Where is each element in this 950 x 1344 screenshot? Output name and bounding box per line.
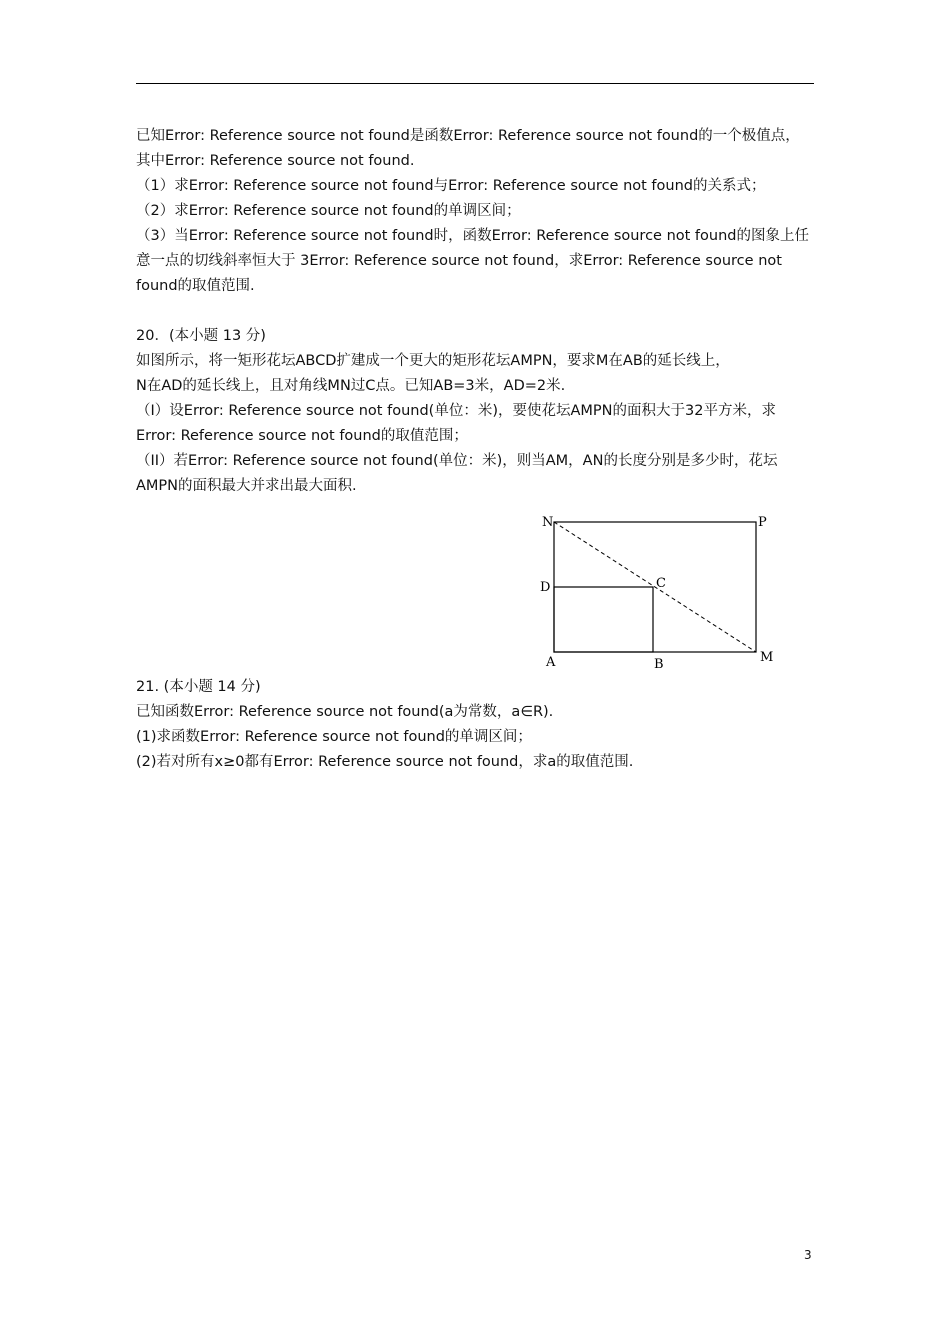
label-a: A [546, 655, 556, 670]
p20-part1-line1: （I）设Error: Reference source not found(单位：米)，要使花坛AMPN的面积大于32平方米，求 [136, 403, 776, 419]
rectangle-figure [536, 508, 786, 674]
label-p: P [758, 515, 767, 530]
p20-intro-line2: N在AD的延长线上，且对角线MN过C点。已知AB=3米，AD=2米. [136, 378, 566, 394]
p19-q2: （2）求Error: Reference source not found的单调区间； [136, 203, 521, 219]
label-m: M [760, 650, 774, 665]
label-n: N [542, 515, 554, 530]
p19-q3-line2: 意一点的切线斜率恒大于 3Error: Reference source not found，求Error: Reference source not [136, 253, 782, 269]
header-rule [136, 83, 814, 84]
p19-q3-line1: （3）当Error: Reference source not found时，函数Error: Reference source not found的图象上任 [136, 228, 809, 244]
page-content [136, 124, 816, 775]
spacer [136, 299, 816, 324]
p20-intro-line1: 如图所示，将一矩形花坛ABCD扩建成一个更大的矩形花坛AMPN，要求M在AB的延长线上， [136, 353, 730, 369]
p21-header: 21. (本小题 14 分) [136, 679, 261, 695]
p20-part2-line2: AMPN的面积最大并求出最大面积. [136, 478, 357, 494]
figure-svg [536, 508, 786, 674]
p21-q2: (2)若对所有x≥0都有Error: Reference source not found，求a的取值范围. [136, 754, 634, 770]
p21-q1: (1)求函数Error: Reference source not found的单调区间； [136, 729, 532, 745]
p19-q3-line3: found的取值范围. [136, 278, 255, 294]
p21-line1: 已知函数Error: Reference source not found(a为常数，a∈R). [136, 704, 554, 720]
page-number: 3 [804, 1248, 812, 1262]
p19-line1: 已知Error: Reference source not found是函数Error: Reference source not found的一个极值点， [136, 128, 800, 144]
rect-abcd [554, 587, 653, 652]
p20-header: 20．(本小题 13 分) [136, 328, 266, 344]
p20-part2-line1: （II）若Error: Reference source not found(单位：米)，则当AM，AN的长度分别是多少时，花坛 [136, 453, 778, 469]
label-b: B [654, 657, 664, 672]
p20-part1-line2: Error: Reference source not found的取值范围； [136, 428, 468, 444]
p19-q1: （1）求Error: Reference source not found与Error: Reference source not found的关系式； [136, 178, 766, 194]
label-d: D [540, 580, 551, 595]
p19-line2: 其中Error: Reference source not found. [136, 153, 415, 169]
label-c: C [656, 576, 666, 591]
